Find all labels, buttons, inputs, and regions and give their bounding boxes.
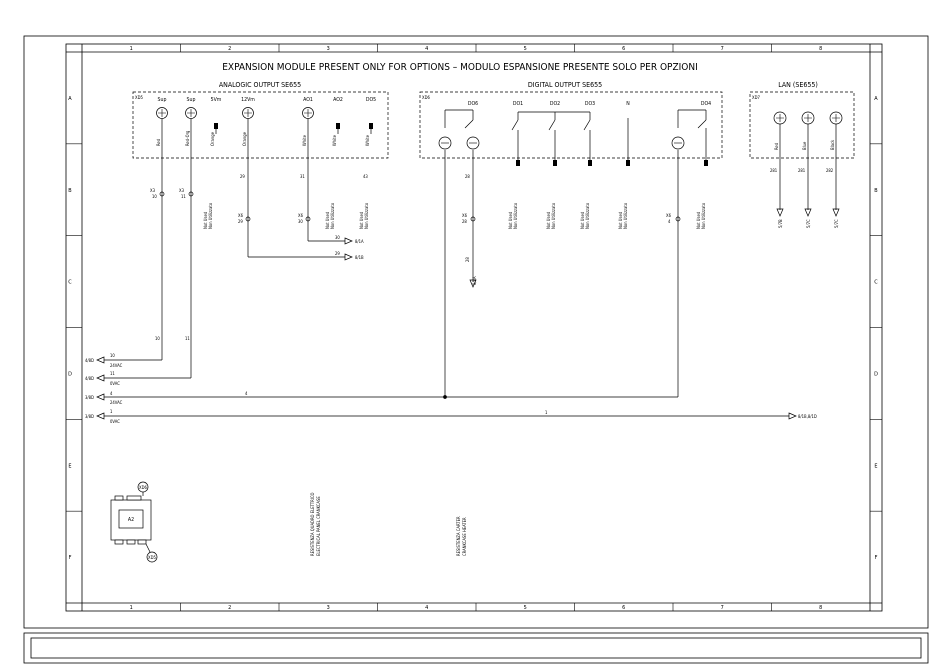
grid-column-label: 3 (326, 605, 330, 611)
not-used-label: Non Utilizzato (623, 202, 628, 229)
not-used-label: Not Used (618, 211, 623, 229)
relay-contact-icon (584, 120, 590, 130)
arrow-icon (805, 209, 811, 216)
wire-color-label: Orange (210, 132, 215, 146)
wire-color-label: Black (830, 139, 835, 150)
wire-color-label: Blue (802, 141, 807, 150)
wire-number: 43 (363, 174, 368, 179)
arrow-icon (777, 209, 783, 216)
digital-output-label: N (626, 101, 630, 107)
wire-end-icon (588, 160, 592, 166)
supply-voltage: 0VAC (110, 381, 120, 386)
not-used-label: Non Utilizzato (208, 202, 213, 229)
grid-column-label: 1 (129, 46, 133, 52)
grid-column-label: 5 (523, 46, 527, 52)
terminal-block-number: 10 (152, 194, 157, 199)
note-text: ELECTRICAL PANEL CRANKCASE (316, 496, 321, 556)
supply-ref: 4/8D (85, 358, 94, 363)
cross-reference: 8/4A (472, 276, 477, 285)
not-used-labels (203, 202, 706, 229)
arrow-icon (345, 238, 352, 244)
grid-column-label: 2 (228, 46, 232, 52)
grid-row-label: A (68, 95, 72, 102)
wire-color-label: Red-Org (185, 130, 190, 146)
title-block (24, 633, 928, 663)
wire-number: 29 (335, 251, 340, 256)
grid-row-label: E (68, 463, 72, 470)
grid-column-label: 8 (819, 46, 823, 52)
supply-voltage: 0VAC (110, 419, 120, 424)
terminal-block-label: X3 (150, 188, 155, 193)
grid-column-label: 5 (523, 605, 527, 611)
wire-color-label: White (332, 135, 337, 146)
analog-terminal-label: AO1 (303, 97, 313, 103)
grid-row-label: D (874, 371, 878, 378)
wire-number: 10 (155, 336, 160, 341)
supply-ref: 3/8D (85, 395, 94, 400)
component-connector-label: XD5 (148, 555, 156, 560)
terminal-block-number: 4 (668, 219, 671, 224)
grid-row-label: B (68, 187, 72, 194)
note-text: RESISTENZA CARTER (456, 516, 461, 556)
grid-row-label: F (68, 555, 72, 562)
wire-end-icon (214, 123, 218, 129)
outer-frame (24, 36, 928, 628)
terminal-block-number: 11 (181, 194, 186, 199)
grid-row-label: E (874, 463, 878, 470)
digital-section-title: DIGITAL OUTPUT SE655 (527, 81, 603, 89)
wire-end-icon (704, 160, 708, 166)
not-used-label: Not Used (546, 211, 551, 229)
grid-row-label: B (874, 187, 878, 194)
analog-terminal-label: Sup (186, 97, 196, 103)
grid-column-label: 7 (720, 605, 724, 611)
wire-number: 31 (300, 174, 305, 179)
wire-number: 281 (798, 168, 806, 173)
cross-reference: 8/1B (355, 255, 364, 260)
grid-column-label: 4 (425, 605, 429, 611)
wire-number: 28 (465, 257, 470, 262)
supply-num: 10 (110, 353, 115, 358)
diagram-title: EXPANSION MODULE PRESENT ONLY FOR OPTIONS – MODULO ESPANSIONE PRESENTE SOLO PER OPZIONI (222, 62, 698, 73)
wire-number: 11 (185, 336, 190, 341)
grid-row-label: C (874, 279, 878, 286)
not-used-label: Non Utilizzato (551, 202, 556, 229)
arrow-icon (97, 357, 104, 363)
drawing-frame (66, 44, 882, 611)
grid-column-label: 1 (129, 605, 133, 611)
supply-voltage: 24VAC (110, 363, 123, 368)
terminal-block-number: 30 (298, 219, 303, 224)
relay-contact-icon (549, 120, 555, 130)
digital-connector-id: XD6 (422, 95, 430, 100)
lan-section-title: LAN (SE655) (778, 81, 818, 89)
digital-output-label: DO6 (467, 101, 479, 107)
wire-color-label: White (302, 135, 307, 146)
grid-column-label: 6 (622, 46, 626, 52)
relay-contact-icon (465, 120, 473, 128)
arrow-icon (97, 394, 104, 400)
grid-column-label: 4 (425, 46, 429, 52)
supply-num: 4 (110, 391, 113, 396)
wire-end-icon (516, 160, 520, 166)
arrow-icon (97, 413, 104, 419)
wire-end-icon (626, 160, 630, 166)
analog-terminal-label: DO5 (365, 97, 377, 103)
digital-output-label: DO3 (584, 101, 596, 107)
wire-number: 28 (465, 174, 470, 179)
arrow-icon (789, 413, 796, 419)
terminal-block-number: 28 (462, 219, 467, 224)
note-text: CRANKCASE HEATER (462, 517, 467, 556)
not-used-label: Not Used (580, 211, 585, 229)
not-used-label: Not Used (359, 211, 364, 229)
wire-number: 1 (545, 410, 548, 415)
analog-terminal-label: 12Vm (241, 97, 255, 103)
digital-output-label: DO4 (700, 101, 712, 107)
component-label: A2 (127, 517, 135, 523)
arrow-icon (345, 254, 352, 260)
grid-row-label: D (68, 371, 72, 378)
grid-row-label: C (68, 279, 72, 286)
digital-output-label: DO1 (512, 101, 524, 107)
not-used-label: Non Utilizzato (513, 202, 518, 229)
not-used-label: Non Utilizzato (330, 202, 335, 229)
relay-contact-icon (698, 120, 706, 128)
grid-column-label: 6 (622, 605, 626, 611)
arrow-icon (833, 209, 839, 216)
supply-ref: 4/8D (85, 376, 94, 381)
grid-row-label: F (874, 555, 878, 562)
grid-column-label: 7 (720, 46, 724, 52)
terminal-block-label: X6 (298, 213, 303, 218)
not-used-label: Non Utilizzato (364, 202, 369, 229)
analog-connector-id: XD5 (135, 95, 143, 100)
wire-color-label: White (365, 135, 370, 146)
wire-number: 29 (240, 174, 245, 179)
wire-number: 4 (245, 391, 248, 396)
supply-num: 11 (110, 371, 115, 376)
wire-color-label: Red (774, 142, 779, 150)
terminal-block-label: X6 (462, 213, 467, 218)
grid-column-label: 8 (819, 605, 823, 611)
wire-number: 30 (335, 235, 340, 240)
not-used-label: Non Utilizzato (585, 202, 590, 229)
terminal-block-label: X3 (179, 188, 184, 193)
wire-color-label: Red (156, 138, 161, 146)
grid-row-label: A (874, 95, 878, 102)
note-text: RESISTENZA QUADRO ELETTRICO (310, 492, 315, 556)
cross-reference: 5/7C (806, 219, 811, 228)
wire-end-icon (336, 123, 340, 129)
not-used-label: Not Used (696, 211, 701, 229)
analog-connector-box (133, 92, 388, 158)
wire-end-icon (553, 160, 557, 166)
not-used-label: Not Used (325, 211, 330, 229)
cross-reference: 5/7C (834, 219, 839, 228)
not-used-label: Not Used (203, 211, 208, 229)
component-connector-label: XD6 (139, 485, 147, 490)
not-used-label: Not Used (508, 211, 513, 229)
cross-reference: 5/7B (778, 219, 783, 228)
lan-connector-id: XD7 (752, 95, 760, 100)
wire-number: 281 (770, 168, 778, 173)
cross-reference: 8/1A (355, 239, 364, 244)
digital-output-label: DO2 (549, 101, 561, 107)
cross-reference: 8/1B,8/1D (798, 414, 817, 419)
wire-end-icon (369, 123, 373, 129)
relay-contact-icon (512, 120, 518, 130)
grid-column-label: 2 (228, 605, 232, 611)
wire-color-label: Orange (242, 132, 247, 146)
wire-number: 282 (826, 168, 834, 173)
supply-ref: 3/8D (85, 414, 94, 419)
supply-voltage: 24VAC (110, 400, 123, 405)
analog-terminal-label: Sup (157, 97, 167, 103)
analog-section-title: ANALOGIC OUTPUT SE655 (218, 81, 302, 89)
terminal-block-number: 29 (238, 219, 243, 224)
analog-terminal-label: AO2 (333, 97, 343, 103)
grid-column-label: 3 (326, 46, 330, 52)
supply-num: 1 (110, 409, 113, 414)
arrow-icon (97, 375, 104, 381)
terminal-block-label: X6 (666, 213, 671, 218)
terminal-block-label: X6 (238, 213, 243, 218)
analog-terminal-label: 5Vm (210, 97, 222, 103)
not-used-label: Non Utilizzato (701, 202, 706, 229)
